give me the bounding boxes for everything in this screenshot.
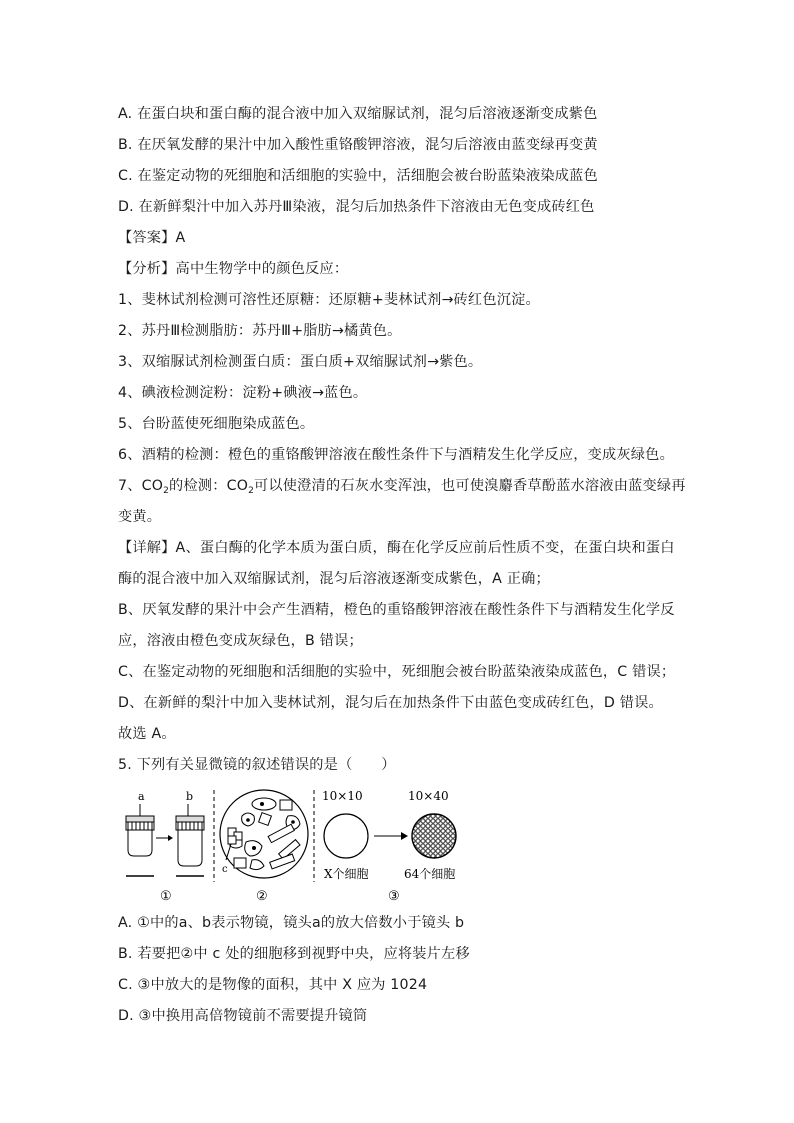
mag-high: 10×40 — [408, 789, 449, 803]
analysis-item-7 — [118, 476, 686, 496]
analysis-item-4: 4、碘液检测淀粉：淀粉+碘液→蓝色。 — [118, 385, 368, 401]
low-power-field — [324, 814, 368, 858]
item7-sub2: 2 — [248, 486, 254, 496]
microscope-figure — [118, 786, 478, 908]
figure-num-1: ① — [160, 889, 172, 904]
cells-high: 64个细胞 — [404, 867, 456, 881]
detail-line-6: D、在新鲜的梨汁中加入斐林试剂，混匀后在加热条件下由蓝色变成砖红色，D 错误。 — [118, 695, 663, 711]
item7-rest: 可以使澄清的石灰水变浑浊，也可使溴麝香草酚蓝水溶液由蓝变绿再 — [254, 478, 686, 494]
objective-lens-a — [126, 816, 154, 876]
question-5: 5. 下列有关显微镜的叙述错误的是（ ） — [118, 757, 396, 773]
analysis-item-2: 2、苏丹Ⅲ检测脂肪：苏丹Ⅲ+脂肪→橘黄色。 — [118, 323, 402, 339]
mag-low: 10×10 — [322, 789, 363, 803]
figure-num-3: ③ — [388, 889, 400, 904]
label-b: b — [186, 790, 194, 803]
q4-option-d: D. 在新鲜梨汁中加入苏丹Ⅲ染液，混匀后加热条件下溶液由无色变成砖红色 — [118, 199, 595, 215]
arrow-a-to-b-head — [168, 835, 173, 841]
q4-option-a: A. 在蛋白块和蛋白酶的混合液中加入双缩脲试剂，混匀后溶液逐渐变成紫色 — [118, 106, 598, 122]
item7-mid: 的检测：CO — [169, 478, 249, 494]
high-power-field — [412, 814, 456, 858]
q5-option-d: D. ③中换用高倍物镜前不需要提升镜筒 — [118, 1008, 368, 1024]
figure-num-2: ② — [256, 889, 268, 904]
item7-sub1: 2 — [163, 486, 170, 496]
analysis-item-7-cont: 变黄。 — [118, 509, 162, 525]
analysis-item-3: 3、双缩脲试剂检测蛋白质：蛋白质+双缩脲试剂→紫色。 — [118, 354, 483, 370]
analysis-item-5: 5、台盼蓝使死细胞染成蓝色。 — [118, 416, 315, 432]
analysis-item-6: 6、酒精的检测：橙色的重铬酸钾溶液在酸性条件下与酒精发生化学反应，变成灰绿色。 — [118, 447, 674, 463]
cells-low: X个细胞 — [324, 867, 369, 881]
detail-line-4: 应，溶液由橙色变成灰绿色，B 错误； — [118, 633, 363, 649]
item7-prefix: 7、CO — [118, 478, 164, 494]
analysis-header: 【分析】高中生物学中的颜色反应： — [118, 261, 349, 277]
detail-line-5: C、在鉴定动物的死细胞和活细胞的实验中，死细胞会被台盼蓝染液染成蓝色，C 错误； — [118, 664, 676, 680]
answer-line: 【答案】A — [118, 230, 186, 246]
label-c: c — [222, 864, 228, 875]
detail-line-1: 【详解】A、蛋白酶的化学本质为蛋白质，酶在化学反应前后性质不变，在蛋白块和蛋白 — [118, 540, 675, 556]
objective-lens-b — [176, 816, 204, 876]
q4-option-c: C. 在鉴定动物的死细胞和活细胞的实验中，活细胞会被台盼蓝染液染成蓝色 — [118, 168, 598, 184]
detail-line-2: 酶的混合液中加入双缩脲试剂，混匀后溶液逐渐变成紫色，A 正确； — [118, 571, 550, 587]
q5-option-b: B. 若要把②中 c 处的细胞移到视野中央，应将装片左移 — [118, 946, 470, 962]
analysis-item-1: 1、斐林试剂检测可溶性还原糖：还原糖+斐林试剂→砖红色沉淀。 — [118, 292, 540, 308]
q5-option-a: A. ①中的a、b表示物镜，镜头a的放大倍数小于镜头 b — [118, 915, 465, 931]
q4-option-b: B. 在厌氧发酵的果汁中加入酸性重铬酸钾溶液，混匀后溶液由蓝变绿再变黄 — [118, 137, 598, 153]
q5-option-c: C. ③中放大的是物像的面积，其中 X 应为 1024 — [118, 977, 428, 993]
detail-line-3: B、厌氧发酵的果汁中会产生酒精，橙色的重铬酸钾溶液在酸性条件下与酒精发生化学反 — [118, 602, 675, 618]
detail-line-7: 故选 A。 — [118, 726, 176, 742]
arrow-low-to-high-head — [401, 832, 408, 840]
label-a: a — [138, 790, 145, 803]
